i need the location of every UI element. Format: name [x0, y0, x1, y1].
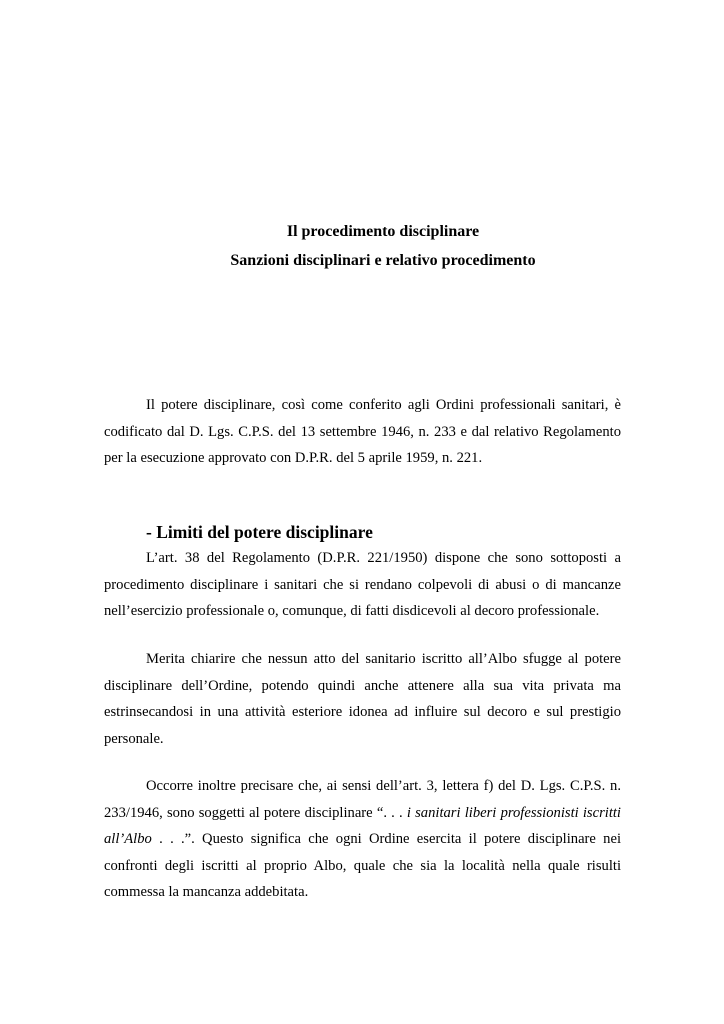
paragraph-subjects: [104, 773, 621, 906]
section-heading: - Limiti del potere disciplinare: [146, 522, 373, 542]
paragraph-subjects-after: . . .”. Questo significa che ogni Ordine esercita il potere disciplinare nei confronti degli iscritti al proprio Albo, quale che sia la località nella quale risulti commessa la mancanza addebitata.: [104, 831, 621, 900]
document-subtitle: Sanzioni disciplinari e relativo procedimento: [230, 252, 536, 269]
paragraph-intro: Il potere disciplinare, così come conferito agli Ordini professionali sanitari, è codificato dal D. Lgs. C.P.S. del 13 settembre 1946, n. 233 e dal relativo Regolamento per la esecuzione approvato con D.P.R. del 5 aprile 1959, n. 221.: [104, 397, 621, 466]
paragraph-article-38: L’art. 38 del Regolamento (D.P.R. 221/1950) dispone che sono sottoposti a procedimento disciplinare i sanitari che si rendano colpevoli di abusi o di mancanze nell’esercizio professionale o, comunque, di fatti disdicevoli al decoro professionale.: [104, 550, 621, 619]
paragraph-subjects-before: Occorre inoltre precisare che, ai sensi dell’art. 3, lettera f) del D. Lgs. C.P.S. n. 233/1946, sono soggetti al potere disciplinare “. . .: [104, 778, 621, 821]
paragraph-subjects-quote: i sanitari liberi professionisti iscritti all’Albo: [104, 804, 621, 847]
document-title: Il procedimento disciplinare: [286, 223, 480, 240]
paragraph-private-life: Merita chiarire che nessun atto del sanitario iscritto all’Albo sfugge al potere disciplinare dell’Ordine, potendo quindi anche attenere alla sua vita privata ma estrinsecandosi in una attività esteriore idonea ad influire sul decoro e sul prestigio personale.: [104, 651, 621, 747]
